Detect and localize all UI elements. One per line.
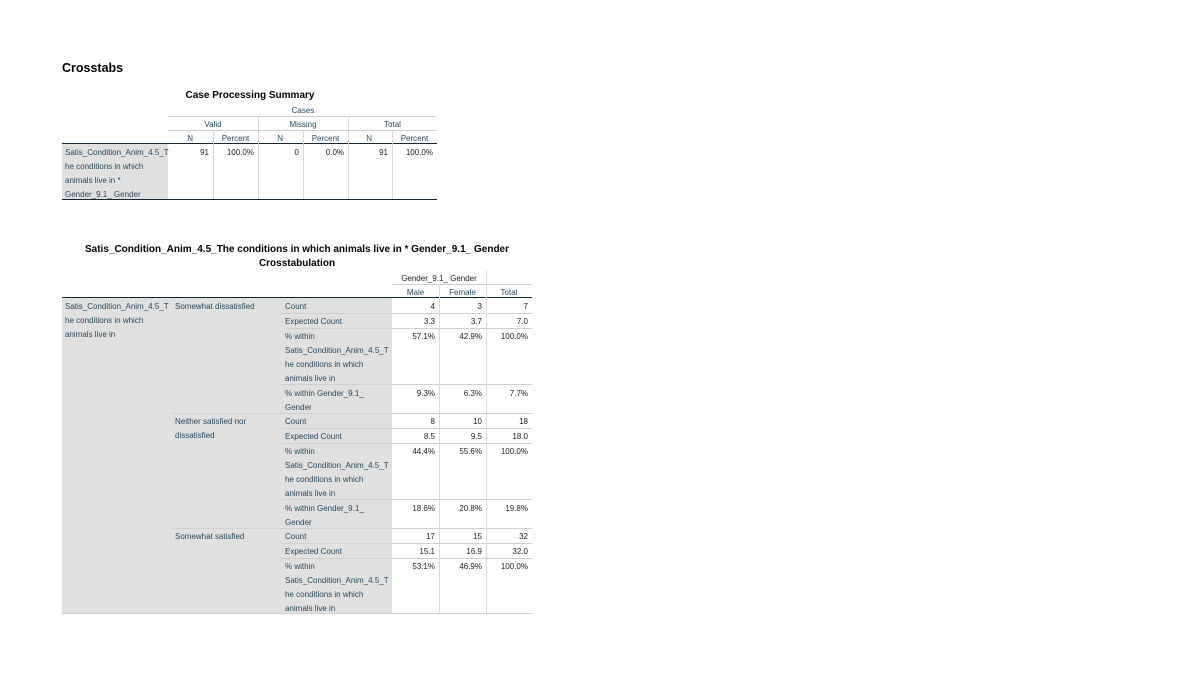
cat2-within-col-total: 19.8%	[505, 504, 528, 513]
stat-within-row-label-line4: animals live in	[285, 489, 336, 498]
stat-within-row-label-line1: % within	[285, 332, 315, 341]
cat1-within-row-male: 57.1%	[412, 332, 435, 341]
summary-total-n: 91	[379, 148, 388, 157]
cat1-within-row-female: 42.9%	[459, 332, 482, 341]
summary-valid-n-header: N	[187, 134, 193, 143]
stat-count-label: Count	[285, 417, 307, 426]
crosstab-row-variable-line2: he conditions in which	[65, 316, 144, 325]
summary-valid-percent: 100.0%	[226, 148, 254, 157]
summary-grid-line	[258, 116, 259, 199]
summary-grid-line	[348, 116, 349, 199]
category-somewhat-satisfied: Somewhat satisfied	[175, 532, 245, 541]
cat3-expected-male: 15.1	[419, 547, 435, 556]
stat-within-row-label-line4: animals live in	[285, 374, 336, 383]
crosstab-grid-line	[282, 558, 532, 559]
category-neither-line1: Neither satisfied nor	[175, 417, 247, 426]
summary-total-percent-header: Percent	[400, 134, 429, 143]
cat2-count-total: 18	[519, 417, 528, 426]
crosstab-bottom-rule	[62, 613, 532, 614]
cat1-expected-male: 3.3	[423, 317, 435, 326]
cat3-count-total: 32	[519, 532, 528, 541]
crosstab-total-header: Total	[500, 288, 518, 297]
crosstab-row-variable-line3: animals live in	[65, 330, 116, 339]
summary-missing-n: 0	[294, 148, 299, 157]
crosstab-header-rule	[62, 297, 532, 298]
cat2-expected-male: 8.5	[423, 432, 435, 441]
summary-grid-line	[303, 130, 304, 199]
crosstab-grid-line	[282, 499, 532, 500]
cat3-count-female: 15	[473, 532, 482, 541]
stat-expected-label: Expected Count	[285, 547, 342, 556]
summary-bottom-rule	[62, 199, 437, 200]
crosstab-title-line1: Satis_Condition_Anim_4.5_The conditions in which animals live in * Gender_9.1_ Gender	[85, 244, 509, 255]
crosstab-grid-line	[282, 313, 532, 314]
cat1-within-col-female: 6.3%	[463, 389, 482, 398]
cat2-within-row-total: 100.0%	[500, 447, 528, 456]
cat2-count-male: 8	[430, 417, 435, 426]
stat-within-col-label-line2: Gender	[285, 403, 312, 412]
crosstabs-heading: Crosstabs	[62, 61, 124, 75]
cat2-within-col-male: 18.6%	[412, 504, 435, 513]
cat3-expected-female: 16.9	[466, 547, 482, 556]
summary-row-label-line1: Satis_Condition_Anim_4.5_T	[65, 148, 169, 157]
stat-within-row-label-line3: he conditions in which	[285, 590, 364, 599]
stat-count-label: Count	[285, 302, 307, 311]
crosstab-grid-line	[282, 443, 532, 444]
summary-row-label-line4: Gender_9.1_ Gender	[65, 190, 141, 199]
cat1-expected-total: 7.0	[516, 317, 528, 326]
stat-within-row-label-line2: Satis_Condition_Anim_4.5_T	[285, 346, 389, 355]
summary-grid-line	[168, 116, 437, 117]
summary-missing-header: Missing	[289, 120, 317, 129]
cat3-count-male: 17	[426, 532, 435, 541]
cat3-expected-total: 32.0	[512, 547, 528, 556]
crosstab-grid-line	[439, 284, 440, 613]
cat1-within-row-total: 100.0%	[500, 332, 528, 341]
summary-row-label-line2: he conditions in which	[65, 162, 144, 171]
stat-within-row-label-line3: he conditions in which	[285, 475, 364, 484]
crosstab-grid-line	[486, 270, 487, 613]
cat2-count-female: 10	[473, 417, 482, 426]
summary-cases-header: Cases	[291, 106, 315, 115]
crosstab-column-group-header: Gender_9.1_ Gender	[401, 274, 477, 283]
stat-within-row-label-line2: Satis_Condition_Anim_4.5_T	[285, 461, 389, 470]
category-somewhat-dissatisfied: Somewhat dissatisfied	[175, 302, 255, 311]
cat2-expected-total: 18.0	[512, 432, 528, 441]
stat-within-col-label-line1: % within Gender_9.1_	[285, 389, 364, 398]
summary-missing-percent: 0.0%	[325, 148, 344, 157]
cat3-within-row-total: 100.0%	[500, 562, 528, 571]
summary-header-rule	[62, 143, 437, 144]
summary-grid-line	[213, 130, 214, 199]
crosstab-grid-line	[172, 528, 532, 529]
cat1-count-total: 7	[523, 302, 528, 311]
cat2-within-row-female: 55.6%	[459, 447, 482, 456]
summary-missing-n-header: N	[277, 134, 283, 143]
stat-within-row-label-line4: animals live in	[285, 604, 336, 613]
summary-missing-percent-header: Percent	[311, 134, 340, 143]
crosstab-grid-line	[392, 284, 532, 285]
stat-expected-label: Expected Count	[285, 432, 342, 441]
crosstab-grid-line	[282, 428, 532, 429]
summary-grid-line	[392, 130, 393, 199]
stat-within-row-label-line1: % within	[285, 447, 315, 456]
cat2-expected-female: 9.5	[470, 432, 482, 441]
crosstab-grid-line	[282, 328, 532, 329]
stat-expected-label: Expected Count	[285, 317, 342, 326]
cat1-count-female: 3	[477, 302, 482, 311]
crosstab-male-header: Male	[406, 288, 425, 297]
summary-title: Case Processing Summary	[185, 90, 315, 101]
stat-within-row-label-line2: Satis_Condition_Anim_4.5_T	[285, 576, 389, 585]
crosstab-title-line2: Crosstabulation	[258, 258, 336, 269]
category-neither-line2: dissatisfied	[175, 431, 215, 440]
cat2-within-col-female: 20.8%	[459, 504, 482, 513]
stat-within-col-label-line2: Gender	[285, 518, 312, 527]
cat1-within-col-total: 7.7%	[509, 389, 528, 398]
cat2-within-row-male: 44.4%	[412, 447, 435, 456]
stat-within-row-label-line3: he conditions in which	[285, 360, 364, 369]
summary-total-percent: 100.0%	[405, 148, 433, 157]
crosstab-grid-line	[282, 384, 532, 385]
cat1-expected-female: 3.7	[470, 317, 482, 326]
summary-valid-header: Valid	[204, 120, 222, 129]
crosstab-grid-line	[172, 413, 532, 414]
summary-row-label-line3: animals live in *	[65, 176, 121, 185]
cat3-within-row-male: 53.1%	[412, 562, 435, 571]
crosstab-grid-line	[282, 543, 532, 544]
stat-within-col-label-line1: % within Gender_9.1_	[285, 504, 364, 513]
stat-within-row-label-line1: % within	[285, 562, 315, 571]
crosstab-female-header: Female	[449, 288, 476, 297]
summary-total-n-header: N	[366, 134, 372, 143]
summary-valid-n: 91	[200, 148, 209, 157]
cat1-within-col-male: 9.3%	[416, 389, 435, 398]
crosstab-row-variable-line1: Satis_Condition_Anim_4.5_T	[65, 302, 169, 311]
summary-total-header: Total	[384, 120, 401, 129]
cat1-count-male: 4	[430, 302, 435, 311]
cat3-within-row-female: 46.9%	[459, 562, 482, 571]
stat-count-label: Count	[285, 532, 307, 541]
summary-valid-percent-header: Percent	[221, 134, 250, 143]
